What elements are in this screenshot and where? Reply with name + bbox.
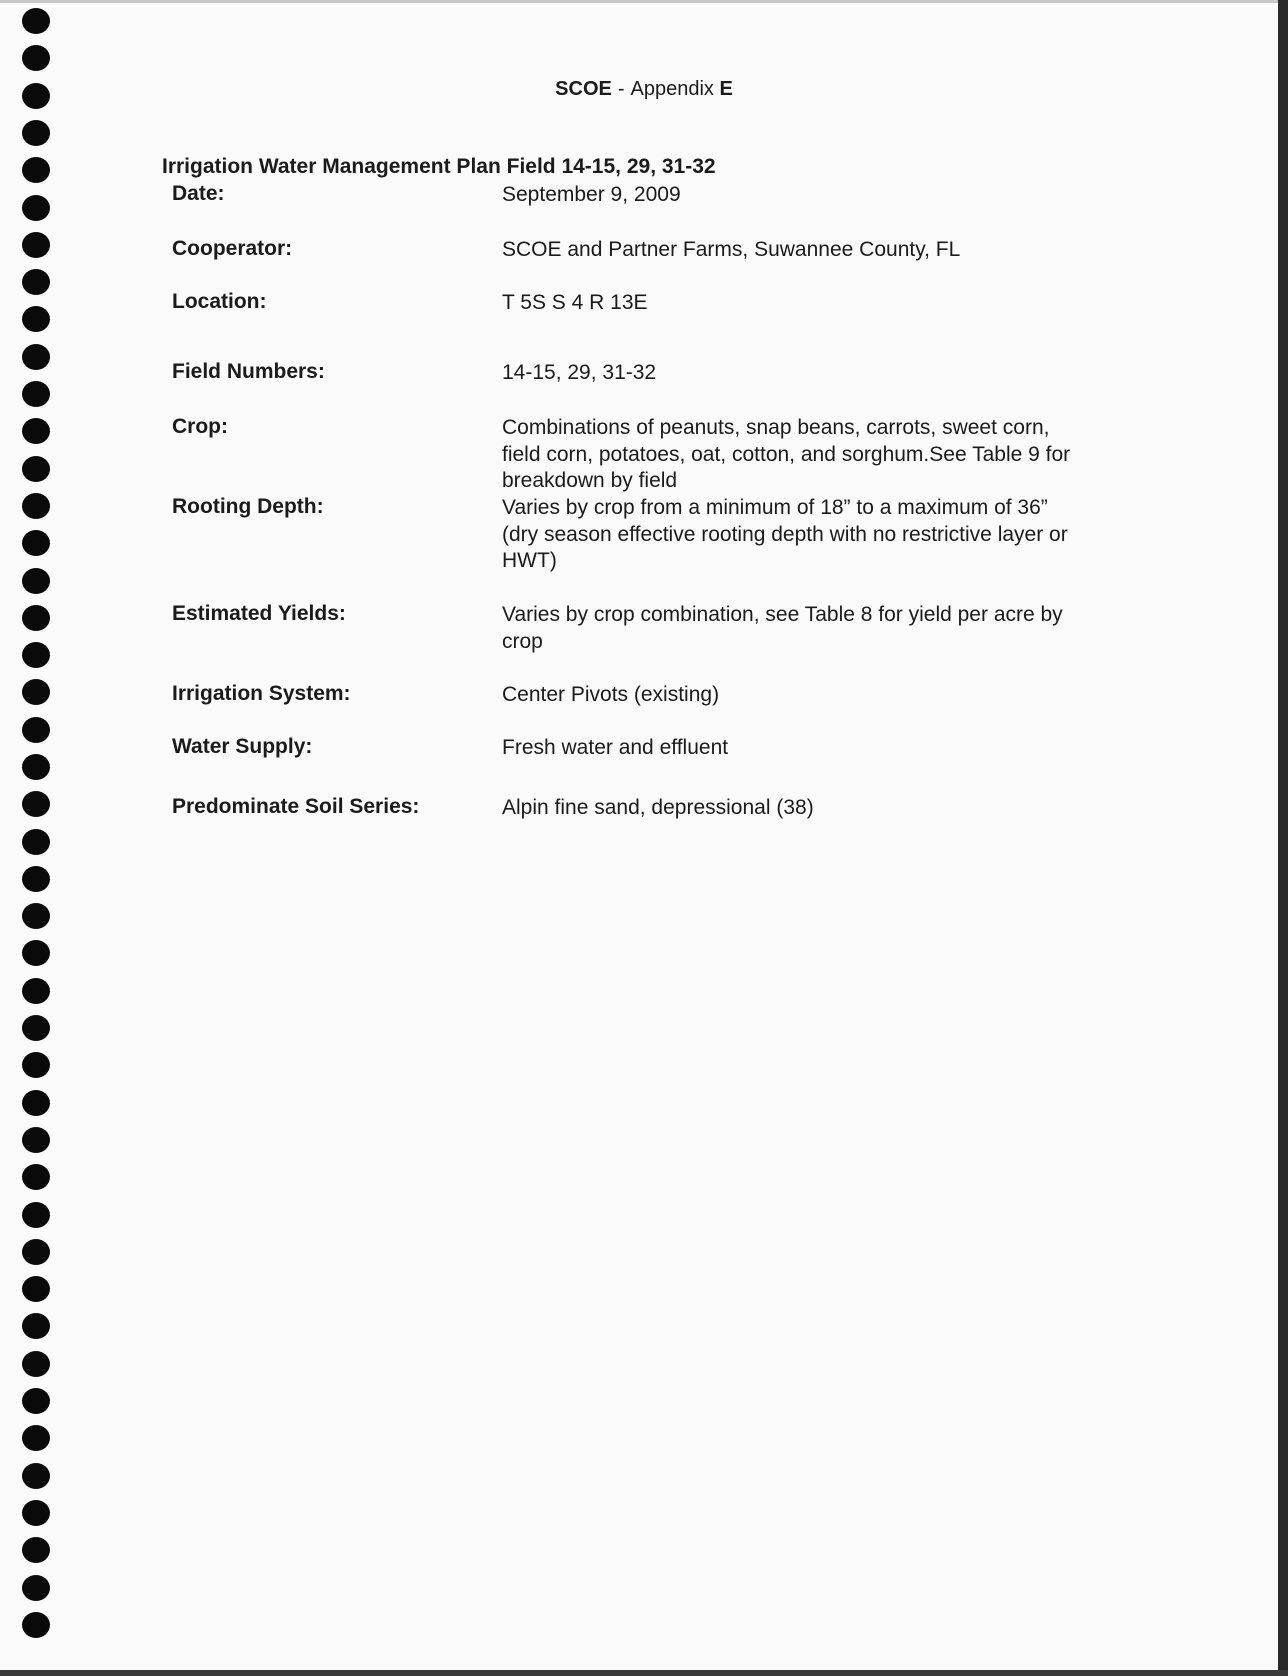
rooting-depth-note: (dry season effective rooting depth with no restrictive layer or HWT) [502,522,1068,572]
binding-hole [22,493,50,519]
binding-hole [22,754,50,780]
field-value: SCOE and Partner Farms, Suwannee County, FL [502,238,961,261]
field-label: Irrigation System: [172,682,351,705]
header-separator: - [617,78,625,100]
field-label: Cooperator: [172,237,293,260]
field-value: Center Pivots (existing) [502,683,720,706]
binding-hole [22,866,50,892]
field-value: Varies by crop combination, see Table 8 for yield per acre by crop [502,603,1063,653]
binding-hole [22,1463,50,1489]
binding-hole [22,232,50,258]
binding-hole [22,829,50,855]
field-label: Water Supply: [172,735,313,758]
field-value: T 5S S 4 R 13E [502,291,648,314]
binding-hole [22,1537,50,1563]
scan-edge-bottom [0,1670,1288,1676]
document-title: Irrigation Water Management Plan Field 14-15, 29, 31-32 [162,155,716,178]
field-value: 14-15, 29, 31-32 [502,361,657,384]
field-label: Date: [172,182,225,205]
field-label: Predominate Soil Series: [172,795,420,818]
field-label: Location: [172,290,267,313]
binding-hole [22,978,50,1004]
scan-edge-right [1278,0,1288,1676]
binding-hole [22,791,50,817]
binding-hole [22,1127,50,1153]
binding-hole [22,530,50,556]
binding-hole [22,940,50,966]
binding-hole [22,456,50,482]
binding-hole [22,717,50,743]
field-label: Rooting Depth: [172,495,324,518]
field-label: Field Numbers: [172,360,325,383]
binding-hole [22,8,50,34]
rooting-depth-line: Varies by crop from a minimum of 18” to a maximum of 36” [502,496,1048,519]
field-value: Alpin fine sand, depressional (38) [502,796,814,819]
binding-hole [22,1202,50,1228]
binding-hole [22,568,50,594]
binding-hole [22,1612,50,1638]
field-value: Fresh water and effluent [502,736,729,759]
spiral-binding-holes [22,0,52,1676]
field-label: Estimated Yields: [172,602,346,625]
field-value: Combinations of peanuts, snap beans, carrots, sweet corn, field corn, potatoes, oat, cotton, and sorghum.See Table 9 for breakdown by field [502,416,1071,492]
binding-hole [22,1239,50,1265]
field-value [502,495,1082,575]
scan-edge-top [0,0,1288,3]
binding-hole [22,269,50,295]
binding-hole [22,1351,50,1377]
binding-hole [22,1090,50,1116]
binding-hole [22,1052,50,1078]
binding-hole [22,195,50,221]
binding-hole [22,381,50,407]
binding-hole [22,1575,50,1601]
binding-hole [22,418,50,444]
binding-hole [22,1425,50,1451]
header-appendix-letter: E [719,78,733,100]
header-appendix-word: Appendix [630,78,714,100]
binding-hole [22,45,50,71]
binding-hole [22,1015,50,1041]
field-value: September 9, 2009 [502,183,681,206]
binding-hole [22,1500,50,1526]
binding-hole [22,1276,50,1302]
binding-hole [22,344,50,370]
binding-hole [22,903,50,929]
binding-hole [22,605,50,631]
binding-hole [22,1388,50,1414]
binding-hole [22,679,50,705]
binding-hole [22,306,50,332]
binding-hole [22,1313,50,1339]
header-brand: SCOE [555,78,612,100]
binding-hole [22,642,50,668]
field-label: Crop: [172,415,228,438]
binding-hole [22,157,50,183]
page-header [0,78,1288,101]
binding-hole [22,120,50,146]
binding-hole [22,1164,50,1190]
